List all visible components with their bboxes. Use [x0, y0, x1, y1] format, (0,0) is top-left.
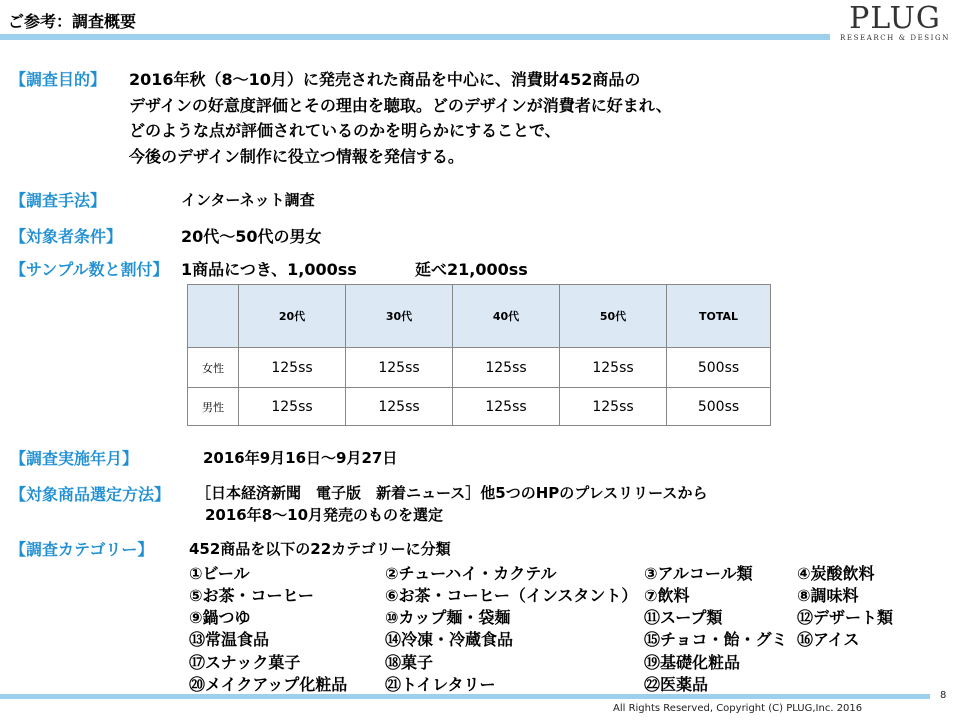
target-value: 20代～50代の男女	[181, 227, 322, 246]
category-item: ⑯アイス	[797, 630, 860, 649]
table-cell: 125ss	[346, 348, 453, 388]
purpose-line: デザインの好意度評価とその理由を聴取。どのデザインが消費者に好まれ、	[129, 95, 672, 115]
selection-line2: 2016年8～10月発売のものを選定	[205, 506, 444, 524]
category-item: ⑩カップ麺・袋麺	[385, 608, 511, 627]
target-label: 【対象者条件】	[10, 227, 123, 246]
category-item: ⑱菓子	[385, 653, 434, 672]
period-label: 【調査実施年月】	[10, 449, 139, 468]
row-label: 男性	[188, 388, 239, 426]
category-item: ②チューハイ・カクテル	[385, 564, 557, 583]
table-cell: 500ss	[667, 348, 771, 388]
table-cell: 125ss	[239, 348, 346, 388]
sample-label: 【サンプル数と割付】	[10, 260, 169, 279]
category-item: ⑰スナック菓子	[189, 653, 301, 672]
category-item: ⑳メイクアップ化粧品	[189, 675, 348, 694]
category-item: ⑤お茶・コーヒー	[189, 586, 314, 605]
category-item: ⑲基礎化粧品	[644, 653, 741, 672]
purpose-line: 今後のデザイン制作に役立つ情報を発信する。	[129, 146, 464, 166]
page-title: ご参考：調査概要	[8, 12, 137, 31]
table-header-cell: 50代	[560, 285, 667, 348]
category-item: ⑥お茶・コーヒー（インスタント）	[385, 586, 638, 605]
purpose-line: どのような点が評価されているのかを明らかにすることで、	[129, 121, 561, 140]
company-logo	[838, 2, 952, 42]
sample-value: 1商品につき、1,000ss	[181, 260, 357, 279]
purpose-line: 2016年秋（8～10月）に発売された商品を中心に、消費財452商品の	[129, 70, 641, 89]
category-item: ①ビール	[189, 564, 250, 583]
table-cell: 125ss	[453, 348, 560, 388]
table-header-cell: 40代	[453, 285, 560, 348]
purpose-label: 【調査目的】	[10, 70, 107, 89]
table-cell: 125ss	[239, 388, 346, 426]
purpose-text	[129, 67, 672, 169]
logo-sub-text: RESEARCH & DESIGN	[840, 34, 950, 42]
table-header-row	[188, 285, 771, 348]
table-header-cell: 20代	[239, 285, 346, 348]
table-header-cell: 30代	[346, 285, 453, 348]
category-value: 452商品を以下の22カテゴリーに分類	[189, 540, 451, 558]
category-item: ⑪スープ類	[644, 608, 723, 627]
table-header-cell	[188, 285, 239, 348]
table-header-cell: TOTAL	[667, 285, 771, 348]
category-item: ㉑トイレタリー	[385, 675, 496, 694]
method-value: インターネット調査	[181, 191, 315, 209]
logo-main-text: PLUG	[849, 1, 941, 36]
category-item: ⑧調味料	[797, 586, 859, 605]
category-item: ⑭冷凍・冷蔵食品	[385, 630, 514, 649]
sample-total: 延べ21,000ss	[415, 260, 528, 279]
category-item: ⑬常温食品	[189, 630, 270, 649]
page-number: 8	[940, 690, 947, 701]
copyright-text: All Rights Reserved, Copyright (C) PLUG,Inc. 2016	[613, 703, 863, 714]
row-label: 女性	[188, 348, 239, 388]
category-item: ⑮チョコ・飴・グミ	[644, 630, 788, 649]
table-cell: 500ss	[667, 388, 771, 426]
table-cell: 125ss	[346, 388, 453, 426]
selection-line1: ［日本経済新聞 電子版 新着ニュース］他5つのHPのプレスリリースから	[196, 484, 708, 502]
category-label: 【調査カテゴリー】	[10, 540, 154, 559]
sample-allocation-table	[187, 284, 771, 426]
category-item: ③アルコール類	[644, 564, 753, 583]
method-label: 【調査手法】	[10, 191, 107, 210]
table-cell: 125ss	[560, 348, 667, 388]
table-cell: 125ss	[453, 388, 560, 426]
category-item: ⑨鍋つゆ	[189, 608, 251, 627]
table-row	[188, 348, 771, 388]
header-divider	[0, 34, 830, 40]
category-item: ㉒医薬品	[644, 675, 709, 694]
table-row	[188, 388, 771, 426]
footer-divider	[0, 694, 930, 699]
category-item: ⑦飲料	[644, 586, 690, 605]
table-cell: 125ss	[560, 388, 667, 426]
category-item: ⑫デザート類	[797, 608, 894, 627]
period-value: 2016年9月16日～9月27日	[203, 449, 398, 467]
category-item: ④炭酸飲料	[797, 564, 875, 583]
selection-label: 【対象商品選定方法】	[10, 485, 171, 504]
